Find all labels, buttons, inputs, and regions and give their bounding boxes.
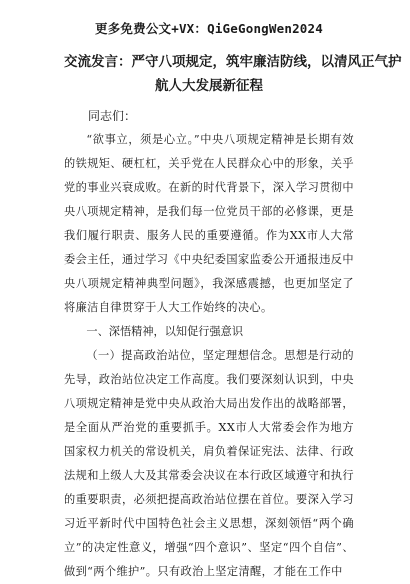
section-heading-1: 一、深悟精神，以知促行强意识 [86,325,244,338]
document-title [64,50,402,98]
paragraph-political-stance: （一）提高政治站位，坚定理想信念。思想是行动的先导，政治站位决定工作高度。我们要深刻认识到，中央八项规定精神是党中央从政治大局出发作出的战略部署，是全面从严治党的重要抓手。XX市人大常委会作为地方国家权力机关的常设机关，肩负着保证宪法、法律、行政法规和上级人大及其常委会决议在本行政区域遵守和执行的重要职责，必须把提高政治站位摆在首位。要深入学习习近平新时代中国特色社会主义思想，深刻领悟“两个确立”的决定性意义，增强“四个意识”、坚定“四个自信”、做到“两个维护”。只有政治上坚定清醒，才能在工作中 [64,349,354,578]
paragraph-intro: “欲事立，须是心立。”中央八项规定精神是长期有效的铁规矩、硬杠杠，关乎党在人民群众心中的形象，关乎党的事业兴衰成败。在新的时代背景下，深入学习贯彻中央八项规定精神，是我们每一位党员干部的必修课，更是我们履行职责、服务人民的重要遵循。作为XX市人大常委会主任，通过学习《中央纪委国家监委公开通报违反中央八项规定精神典型问题》，我深感震撼，也更加坚定了将廉洁自律贯穿于人大工作始终的决心。 [64,133,354,314]
salutation: 同志们： [88,109,137,123]
promo-header: 更多免费公文+VX：QiGeGongWen2024 [95,21,323,36]
title-line-2: 航人大发展新征程 [155,78,263,94]
title-line-1: 交流发言：严守八项规定，筑牢廉洁防线，以清风正气护 [64,54,402,70]
